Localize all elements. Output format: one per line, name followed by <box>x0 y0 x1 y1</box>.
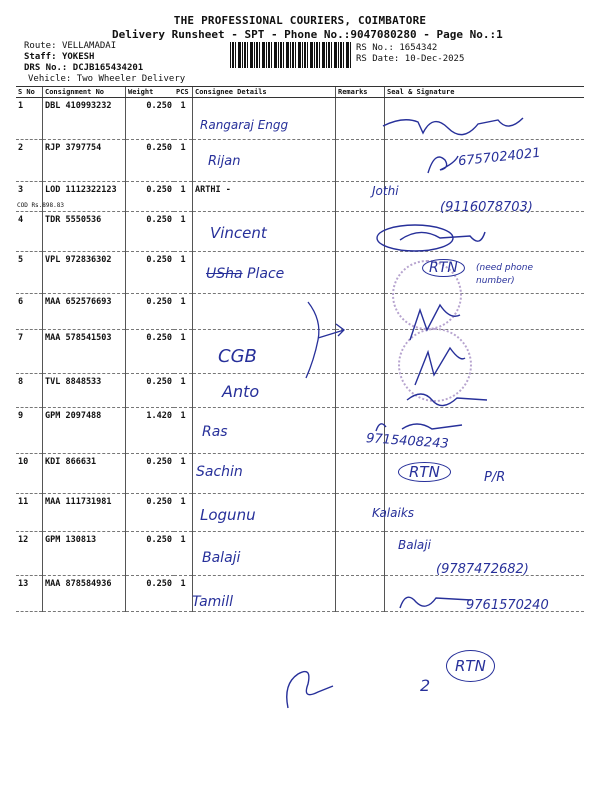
rs-date-line <box>356 54 464 64</box>
row-consignment-no-text: DBL 410993232 <box>45 101 112 111</box>
row-sno-text: 12 <box>18 535 29 545</box>
row-consignment-no-text: TDR 5550536 <box>45 215 102 225</box>
row-weight <box>126 140 175 182</box>
row-pcs <box>174 576 193 612</box>
handwritten-phone: 6757024021 <box>457 145 542 170</box>
row-sno-text: 3 <box>18 185 24 195</box>
row-consignment-no-text: GPM 2097488 <box>45 411 102 421</box>
drs-label: DRS No.: <box>24 63 68 73</box>
row-pcs <box>174 98 193 140</box>
row-consignment-no-text: MAA 652576693 <box>45 297 112 307</box>
handwritten-name: Jothi <box>372 184 399 198</box>
row-weight <box>126 212 175 252</box>
row-pcs-text: 1 <box>180 579 186 589</box>
cod-amount: COD Rs.898.83 <box>17 202 64 209</box>
row-sno-text: 10 <box>18 457 29 467</box>
row-pcs-text: 1 <box>180 457 186 467</box>
row-sno <box>16 98 43 140</box>
row-pcs <box>174 294 193 330</box>
row-sno-text: 9 <box>18 411 24 421</box>
row-pcs <box>174 212 193 252</box>
row-pcs-text: 1 <box>180 411 186 421</box>
row-consignee-details <box>193 182 336 212</box>
row-remarks <box>336 532 385 576</box>
row-sno <box>16 408 43 454</box>
row-pcs-text: 1 <box>180 297 186 307</box>
row-pcs-text: 1 <box>180 535 186 545</box>
row-sno <box>16 294 43 330</box>
row-weight <box>126 374 175 408</box>
table-row <box>16 212 584 252</box>
handwritten-name: Anto <box>222 382 260 401</box>
row-pcs-text: 1 <box>180 143 186 153</box>
handwritten-name: Sachin <box>196 464 243 480</box>
rtn-mark: RTN <box>422 259 465 277</box>
staff-value: YOKESH <box>61 52 95 62</box>
row-weight-text: 1.420 <box>146 411 172 421</box>
row-remarks <box>336 454 385 494</box>
row-pcs <box>174 408 193 454</box>
row-sno <box>16 532 43 576</box>
row-consignment-no <box>43 98 126 140</box>
row-sno <box>16 252 43 294</box>
handwritten-phone: (9116078703) <box>440 200 533 215</box>
signature-scribble <box>278 664 338 714</box>
row-pcs-text: 1 <box>180 185 186 195</box>
row-consignee-details-text: ARTHI - <box>195 185 231 195</box>
row-pcs <box>174 494 193 532</box>
column-header: Remarks <box>336 87 385 98</box>
row-pcs-text: 1 <box>180 215 186 225</box>
row-weight-text: 0.250 <box>146 457 172 467</box>
row-sno <box>16 374 43 408</box>
rtn-mark: RTN <box>446 650 495 682</box>
row-weight <box>126 294 175 330</box>
struck-name: USha <box>206 266 243 282</box>
row-sno <box>16 576 43 612</box>
row-consignment-no-text: MAA 878584936 <box>45 579 112 589</box>
row-consignment-no <box>43 252 126 294</box>
row-sno-text: 11 <box>18 497 29 507</box>
table-row <box>16 494 584 532</box>
row-consignment-no <box>43 374 126 408</box>
handwritten-signature: Kalaiks <box>372 506 415 520</box>
row-weight <box>126 330 175 374</box>
column-header: Weight <box>126 87 175 98</box>
handwritten-phone: 9715408243 <box>365 431 450 452</box>
handwritten-note: P/R <box>484 470 506 485</box>
row-weight-text: 0.250 <box>146 215 172 225</box>
row-consignment-no <box>43 140 126 182</box>
handwritten-signature: Balaji <box>398 538 431 552</box>
row-sno-text: 8 <box>18 377 24 387</box>
row-consignment-no <box>43 330 126 374</box>
row-consignment-no <box>43 408 126 454</box>
row-remarks <box>336 140 385 182</box>
row-weight <box>126 494 175 532</box>
handwritten-name: CGB <box>218 346 257 367</box>
row-consignment-no <box>43 294 126 330</box>
column-header: Consignment No <box>43 87 126 98</box>
staff-label: Staff: <box>24 52 57 62</box>
row-consignment-no <box>43 454 126 494</box>
row-pcs <box>174 252 193 294</box>
row-consignment-no-text: MAA 578541503 <box>45 333 112 343</box>
handwritten-phone: (9787472682) <box>436 562 529 577</box>
bracket-arrow <box>300 300 350 380</box>
row-consignment-no <box>17 182 126 212</box>
row-pcs-text: 1 <box>180 333 186 343</box>
signature-scribble <box>420 148 460 178</box>
row-sno-text: 7 <box>18 333 24 343</box>
row-pcs <box>174 532 193 576</box>
row-sno <box>16 494 43 532</box>
row-consignment-no-text: VPL 972836302 <box>45 255 112 265</box>
row-pcs-text: 1 <box>180 497 186 507</box>
signature-scribble <box>410 340 470 390</box>
row-sno <box>16 212 43 252</box>
row-sno-text: 5 <box>18 255 24 265</box>
signature-scribble <box>396 586 476 616</box>
row-weight-text: 0.250 <box>146 297 172 307</box>
rtn-mark: RTN <box>398 462 451 482</box>
table-header-row <box>16 87 584 98</box>
row-pcs <box>174 140 193 182</box>
table-row <box>16 408 584 454</box>
route-label: Route: <box>24 41 57 51</box>
row-pcs-text: 1 <box>180 377 186 387</box>
row-consignment-no-text: MAA 111731981 <box>45 497 112 507</box>
row-sno-text: 6 <box>18 297 24 307</box>
barcode-image <box>230 42 352 68</box>
row-weight <box>126 98 175 140</box>
row-sno-text: 13 <box>18 579 29 589</box>
row-consignment-no-text: TVL 8848533 <box>45 377 102 387</box>
vehicle-line <box>28 74 185 84</box>
row-weight <box>126 454 175 494</box>
row-weight <box>126 252 175 294</box>
row-consignment-no-text: KDI 866631 <box>45 457 97 467</box>
handwritten-name: Place <box>247 266 285 282</box>
signature-scribble <box>402 386 492 410</box>
row-pcs <box>174 182 193 212</box>
row-sno <box>16 330 43 374</box>
row-sno-text: 4 <box>18 215 24 225</box>
handwritten-count: 2 <box>420 676 431 695</box>
row-pcs <box>174 374 193 408</box>
row-consignment-no-text: RJP 3797754 <box>45 143 102 153</box>
signature-scribble <box>378 108 528 140</box>
handwritten-name: Rijan <box>208 154 241 169</box>
rs-date-value: 10-Dec-2025 <box>404 54 465 64</box>
row-consignment-no <box>43 532 126 576</box>
handwritten-name: Ras <box>202 424 228 440</box>
row-weight <box>126 408 175 454</box>
staff-line <box>24 52 94 62</box>
route-line <box>24 41 116 51</box>
handwritten-name: Balaji <box>202 550 241 566</box>
row-consignment-no <box>43 494 126 532</box>
row-consignment-no-text: LOD 1112322123 <box>45 185 117 195</box>
column-header: PCS <box>174 87 193 98</box>
row-weight-text: 0.250 <box>146 255 172 265</box>
row-consignment-no <box>43 576 126 612</box>
handwritten-name: Tamill <box>192 594 233 610</box>
row-remarks <box>336 576 385 612</box>
row-weight-text: 0.250 <box>146 535 172 545</box>
row-weight-text: 0.250 <box>146 497 172 507</box>
row-weight-text: 0.250 <box>146 185 172 195</box>
signature-scribble <box>370 218 490 258</box>
row-sno <box>16 140 43 182</box>
rs-no-value: 1654342 <box>399 43 438 53</box>
row-sno-text: 2 <box>18 143 24 153</box>
column-header: Consignee Details <box>193 87 336 98</box>
drs-value: DCJB165434201 <box>72 63 144 73</box>
handwritten-name: Logunu <box>200 506 256 524</box>
route-value: VELLAMADAI <box>61 41 117 51</box>
row-sno <box>16 454 43 494</box>
vehicle-value: Two Wheeler Delivery <box>76 74 186 84</box>
row-weight-text: 0.250 <box>146 101 172 111</box>
row-weight-text: 0.250 <box>146 333 172 343</box>
row-pcs-text: 1 <box>180 255 186 265</box>
vehicle-label: Vehicle: <box>28 74 72 84</box>
row-weight-text: 0.250 <box>146 377 172 387</box>
handwritten-name: Rangaraj Engg <box>200 118 289 132</box>
column-header: S No <box>16 87 43 98</box>
rs-no-label: RS No.: <box>356 43 394 53</box>
row-weight-text: 0.250 <box>146 143 172 153</box>
handwritten-name-row5 <box>206 266 284 282</box>
row-pcs <box>174 454 193 494</box>
row-weight-text: 0.250 <box>146 579 172 589</box>
runsheet-title: THE PROFESSIONAL COURIERS, COIMBATORE <box>173 14 427 27</box>
row-consignment-no-text: GPM 130813 <box>45 535 97 545</box>
runsheet-subtitle: Delivery Runsheet - SPT - Phone No.:9047080280 - Page No.:1 <box>112 28 503 41</box>
handwritten-name: Vincent <box>210 224 267 242</box>
handwritten-note: (need phone number) <box>476 263 534 286</box>
row-weight <box>126 532 175 576</box>
drs-line <box>24 63 143 73</box>
rs-no-line <box>356 43 437 53</box>
row-consignment-no <box>43 212 126 252</box>
row-weight <box>126 182 175 212</box>
row-sno-text: 1 <box>18 101 24 111</box>
signature-scribble <box>405 300 465 345</box>
row-pcs-text: 1 <box>180 101 186 111</box>
row-weight <box>126 576 175 612</box>
row-pcs <box>174 330 193 374</box>
row-seal-signature <box>385 494 585 532</box>
column-header: Seal & Signature <box>385 87 585 98</box>
rs-date-label: RS Date: <box>356 54 400 64</box>
handwritten-phone: 9761570240 <box>466 598 549 613</box>
